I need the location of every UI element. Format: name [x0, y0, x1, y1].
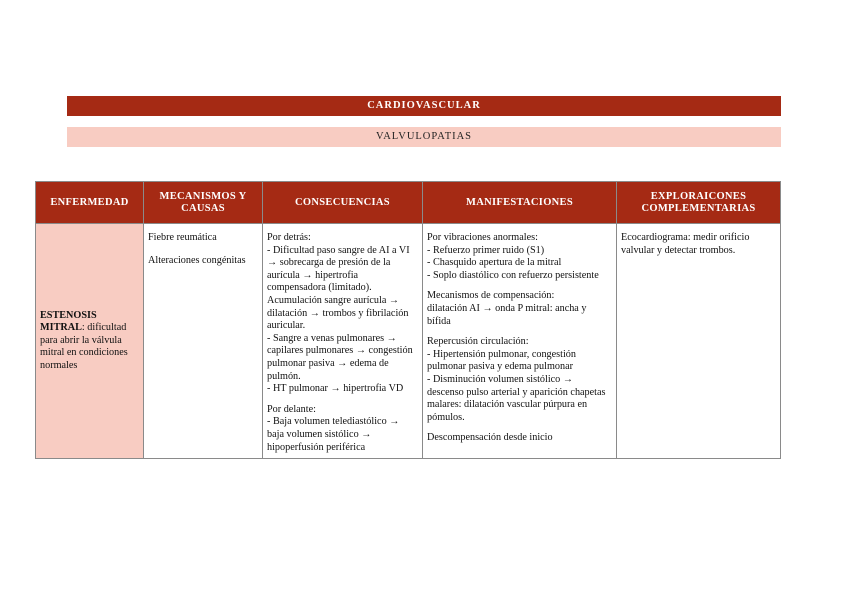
- column-header-manifestations: MANIFESTACIONES: [423, 182, 617, 224]
- manifestations-circulation-title: Repercusión circulación:: [427, 336, 529, 348]
- disease-cell: [36, 224, 144, 459]
- manifestations-decompensation: Descompensación desde inicio: [427, 432, 553, 444]
- manifestation-item: - Disminución volumen sistólico → descenso pulso arterial y aparición chapetas malares: dilatación vascular púrpura en pómulos.: [427, 373, 606, 423]
- disease-name: ESTENOSIS MITRAL: [40, 309, 97, 334]
- manifestation-item: - Refuerzo primer ruido (S1): [427, 244, 545, 256]
- section-subtitle: VALVULOPATIAS: [67, 127, 781, 147]
- column-header-explorations: EXPLORAICONES COMPLEMENTARIAS: [617, 182, 781, 224]
- disease-description: : dificultad para abrir la válvula mitral en condiciones normales: [40, 322, 128, 371]
- consequences-behind-title: Por detrás:: [267, 232, 311, 243]
- consequences-cell: [263, 224, 423, 459]
- manifestations-vibrations-title: Por vibraciones anormales:: [427, 232, 538, 243]
- cause-item: Alteraciones congénitas: [148, 254, 246, 266]
- column-header-disease: ENFERMEDAD: [36, 182, 144, 224]
- consequences-front-title: Por delante:: [267, 403, 316, 415]
- table-header-row: [36, 182, 781, 224]
- manifestation-item: - Soplo diastólico con refuerzo persistente: [427, 269, 599, 281]
- table-row: [36, 224, 781, 459]
- consequence-item: - Sangre a venas pulmonares → capilares pulmonares → congestión pulmonar pasiva → edema de pulmón.: [267, 332, 413, 382]
- manifestation-item: - Chasquido apertura de la mitral: [427, 257, 562, 269]
- consequence-item: - Dificultad paso sangre de AI a VI → sobrecarga de presión de la aurícula → hipertrofia compensadora (limitado).: [267, 244, 410, 294]
- consequence-item: - Baja volumen telediastólico → baja volumen sistólico → hipoperfusión periférica: [267, 416, 400, 453]
- manifestations-compensation-title: Mecanismos de compensación:: [427, 290, 555, 302]
- causes-cell: [144, 224, 263, 459]
- valvulopathy-table: [35, 181, 781, 459]
- manifestations-cell: [423, 224, 617, 459]
- cause-item: Fiebre reumática: [148, 232, 217, 243]
- consequence-item: Acumulación sangre aurícula → dilatación → trombos y fibrilación auricular.: [267, 294, 409, 332]
- section-title: CARDIOVASCULAR: [67, 96, 781, 116]
- column-header-consequences: CONSECUENCIAS: [263, 182, 423, 224]
- manifestations-compensation-text: dilatación AI → onda P mitral: ancha y bífida: [427, 302, 587, 327]
- explorations-cell: [617, 224, 781, 459]
- explorations-text: Ecocardiograma: medir orificio valvular y detectar trombos.: [621, 232, 750, 256]
- manifestation-item: - Hipertensión pulmonar, congestión pulmonar pasiva y edema pulmonar: [427, 348, 576, 373]
- consequence-item: - HT pulmonar → hipertrofia VD: [267, 383, 404, 395]
- column-header-mechanisms: MECANISMOS Y CAUSAS: [144, 182, 263, 224]
